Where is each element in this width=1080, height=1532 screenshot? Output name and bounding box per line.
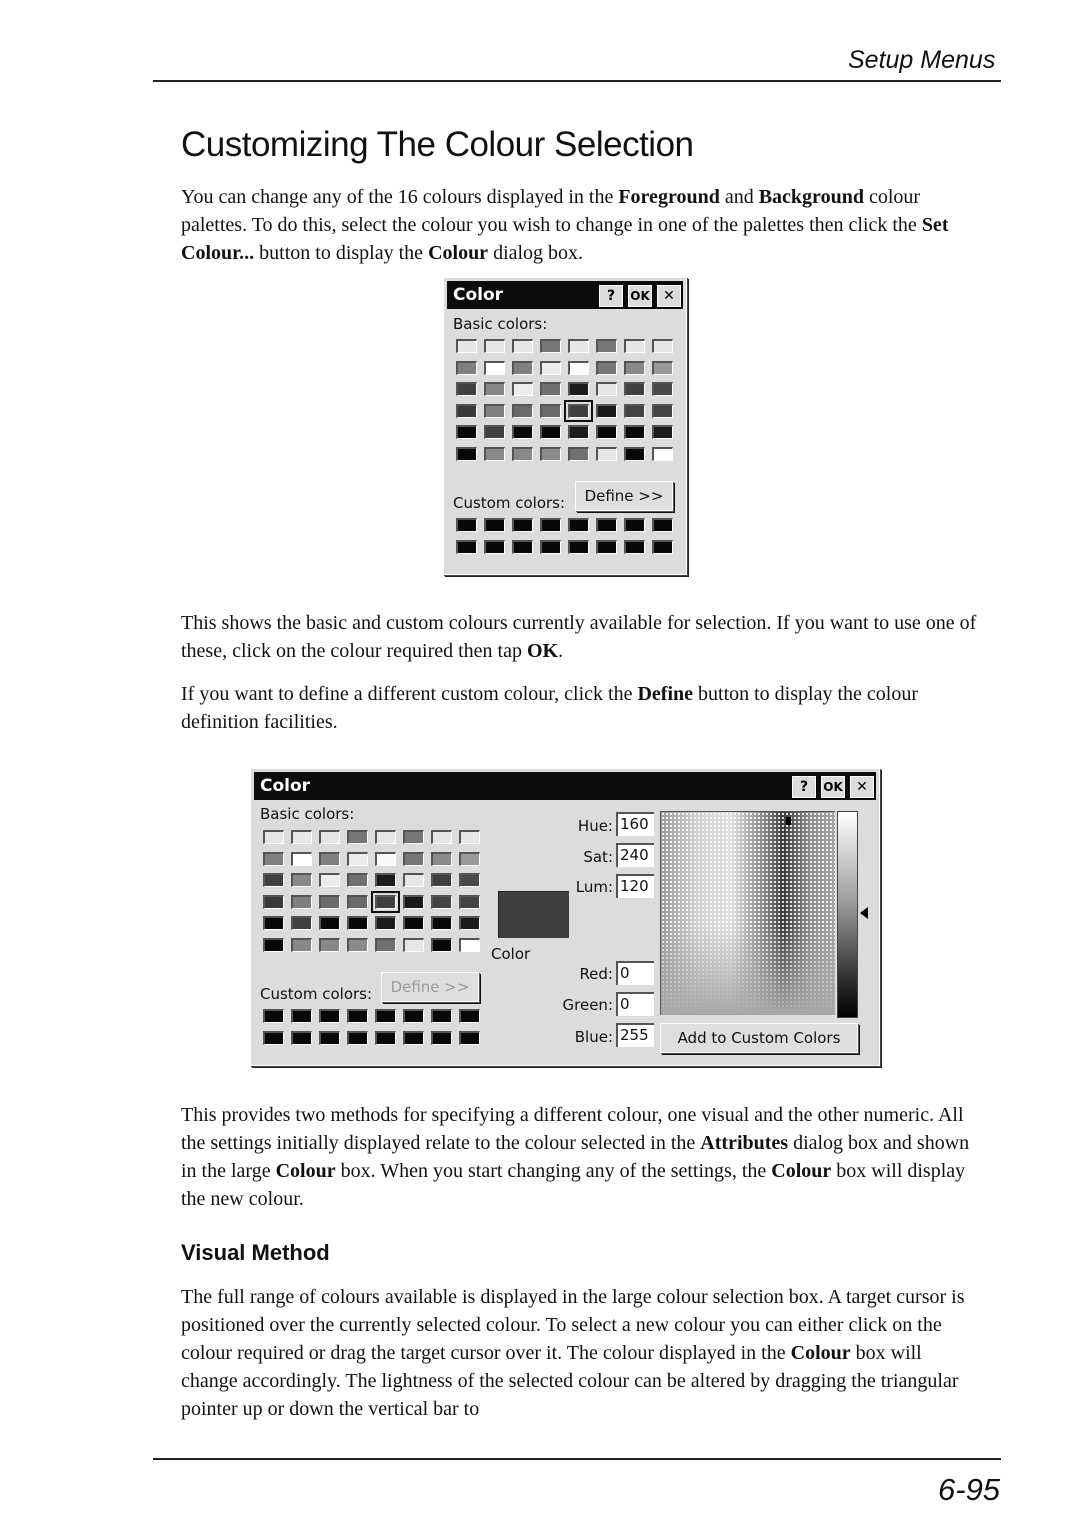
color-swatch[interactable] xyxy=(319,1009,340,1023)
color-swatch[interactable] xyxy=(263,1009,284,1023)
color-swatch[interactable] xyxy=(319,895,340,909)
color-swatch[interactable] xyxy=(652,361,673,375)
color-swatch[interactable] xyxy=(431,1031,452,1045)
color-swatch[interactable] xyxy=(347,938,368,952)
color-swatch[interactable] xyxy=(403,1031,424,1045)
color-swatch[interactable] xyxy=(459,916,480,930)
blue-label: Blue: xyxy=(574,1028,613,1046)
color-swatch[interactable] xyxy=(456,339,477,353)
color-spectrum[interactable] xyxy=(660,811,835,1015)
color-swatch[interactable] xyxy=(568,540,589,554)
color-swatch[interactable] xyxy=(624,540,645,554)
dialog-title: Color xyxy=(453,285,504,305)
section-header: Setup Menus xyxy=(848,46,996,74)
color-swatch[interactable] xyxy=(540,447,561,461)
color-swatch[interactable] xyxy=(319,1031,340,1045)
color-swatch[interactable] xyxy=(540,339,561,353)
color-swatch[interactable] xyxy=(431,830,452,844)
color-swatch[interactable] xyxy=(263,852,284,866)
color-swatch[interactable] xyxy=(484,540,505,554)
color-swatch[interactable] xyxy=(459,1009,480,1023)
color-swatch[interactable] xyxy=(375,1009,396,1023)
color-swatch[interactable] xyxy=(403,938,424,952)
color-swatch[interactable] xyxy=(291,916,312,930)
paragraph-methods: This provides two methods for specifying a different colour, one visual and the other numeric. All the settings initially displayed relate to the colour selected in the Attributes dialog box and shown in the large Colour box. When you start changing any of the settings, the Colour box will display the new colour. xyxy=(181,1104,970,1210)
color-swatch[interactable] xyxy=(624,339,645,353)
color-swatch[interactable] xyxy=(291,938,312,952)
ok-button[interactable]: OK xyxy=(628,285,652,307)
target-cursor-icon[interactable] xyxy=(786,817,791,825)
color-swatch[interactable] xyxy=(596,540,617,554)
color-swatch[interactable] xyxy=(484,382,505,396)
sat-label: Sat: xyxy=(583,848,613,866)
help-button[interactable]: ? xyxy=(599,285,623,307)
dialog-title-bar xyxy=(447,281,683,309)
color-swatch[interactable] xyxy=(403,895,424,909)
blue-input[interactable]: 255 xyxy=(616,1023,654,1047)
color-swatch[interactable] xyxy=(347,852,368,866)
color-swatch[interactable] xyxy=(540,404,561,418)
basic-colors-label: Basic colors: xyxy=(453,315,548,333)
color-swatch[interactable] xyxy=(596,382,617,396)
color-swatch[interactable] xyxy=(459,830,480,844)
color-swatch[interactable] xyxy=(456,540,477,554)
color-swatch[interactable] xyxy=(291,1009,312,1023)
color-swatch[interactable] xyxy=(319,852,340,866)
color-swatch[interactable] xyxy=(512,404,533,418)
page-title: Customizing The Colour Selection xyxy=(181,125,694,164)
footer-rule xyxy=(153,1458,1001,1460)
close-icon[interactable]: ✕ xyxy=(850,776,874,798)
color-swatch[interactable] xyxy=(375,938,396,952)
page-number: 6-95 xyxy=(938,1472,1001,1507)
color-swatch[interactable] xyxy=(596,447,617,461)
color-swatch[interactable] xyxy=(652,339,673,353)
color-swatch[interactable] xyxy=(263,895,284,909)
color-swatch[interactable] xyxy=(431,916,452,930)
color-swatch[interactable] xyxy=(347,830,368,844)
color-swatch[interactable] xyxy=(456,518,477,532)
color-swatch[interactable] xyxy=(291,873,312,887)
color-swatch[interactable] xyxy=(624,447,645,461)
color-swatch[interactable] xyxy=(540,425,561,439)
color-swatch[interactable] xyxy=(652,404,673,418)
hue-input[interactable]: 160 xyxy=(616,812,654,836)
color-swatch[interactable] xyxy=(347,873,368,887)
color-swatch[interactable] xyxy=(456,404,477,418)
luminosity-pointer-icon[interactable] xyxy=(860,907,868,919)
color-swatch[interactable] xyxy=(403,873,424,887)
color-swatch[interactable] xyxy=(263,873,284,887)
color-swatch[interactable] xyxy=(291,895,312,909)
color-swatch[interactable] xyxy=(375,895,396,909)
color-swatch[interactable] xyxy=(512,361,533,375)
help-button[interactable]: ? xyxy=(792,776,816,798)
define-button: Define >> xyxy=(381,972,479,1002)
color-swatch[interactable] xyxy=(456,382,477,396)
color-swatch[interactable] xyxy=(375,916,396,930)
color-swatch[interactable] xyxy=(347,916,368,930)
color-swatch[interactable] xyxy=(319,873,340,887)
color-swatch[interactable] xyxy=(652,382,673,396)
color-swatch[interactable] xyxy=(596,518,617,532)
color-swatch[interactable] xyxy=(375,830,396,844)
color-swatch[interactable] xyxy=(431,1009,452,1023)
color-swatch[interactable] xyxy=(484,425,505,439)
color-swatch[interactable] xyxy=(431,938,452,952)
color-swatch[interactable] xyxy=(568,425,589,439)
color-swatch[interactable] xyxy=(347,1009,368,1023)
paragraph-intro: You can change any of the 16 colours displayed in the Foreground and Background colour palettes. To do this, select the colour you wish to change in one of the palettes then click the Set Colour... button to display the Colour dialog box. xyxy=(181,186,949,264)
color-preview-box xyxy=(498,891,569,938)
color-swatch[interactable] xyxy=(624,518,645,532)
color-swatch[interactable] xyxy=(652,518,673,532)
color-swatch[interactable] xyxy=(431,852,452,866)
color-swatch[interactable] xyxy=(456,425,477,439)
color-swatch[interactable] xyxy=(291,1031,312,1045)
ok-button[interactable]: OK xyxy=(821,776,845,798)
color-swatch[interactable] xyxy=(431,873,452,887)
color-swatch[interactable] xyxy=(652,425,673,439)
color-swatch[interactable] xyxy=(456,361,477,375)
color-swatch[interactable] xyxy=(459,852,480,866)
color-swatch[interactable] xyxy=(596,404,617,418)
color-swatch[interactable] xyxy=(484,447,505,461)
color-swatch[interactable] xyxy=(512,339,533,353)
color-swatch[interactable] xyxy=(652,540,673,554)
color-swatch[interactable] xyxy=(624,382,645,396)
color-swatch[interactable] xyxy=(456,447,477,461)
color-swatch[interactable] xyxy=(540,361,561,375)
color-swatch[interactable] xyxy=(568,339,589,353)
color-dialog-define xyxy=(250,768,880,1066)
hue-label: Hue: xyxy=(577,817,613,835)
color-swatch[interactable] xyxy=(459,873,480,887)
color-swatch[interactable] xyxy=(596,361,617,375)
color-swatch[interactable] xyxy=(596,425,617,439)
dialog-title-bar xyxy=(254,772,876,800)
lum-label: Lum: xyxy=(575,878,613,896)
color-swatch[interactable] xyxy=(568,361,589,375)
color-swatch[interactable] xyxy=(512,540,533,554)
dialog-title: Color xyxy=(260,776,311,796)
color-swatch[interactable] xyxy=(512,447,533,461)
red-label: Red: xyxy=(579,965,613,983)
define-button[interactable]: Define >> xyxy=(575,481,673,511)
color-swatch[interactable] xyxy=(319,916,340,930)
red-input[interactable]: 0 xyxy=(616,961,654,985)
lum-input[interactable]: 120 xyxy=(616,874,654,898)
color-swatch[interactable] xyxy=(512,382,533,396)
color-swatch[interactable] xyxy=(652,447,673,461)
color-swatch[interactable] xyxy=(568,404,589,418)
color-swatch[interactable] xyxy=(263,938,284,952)
sat-input[interactable]: 240 xyxy=(616,843,654,867)
paragraph-basic-custom: This shows the basic and custom colours currently available for selection. If you want to use one of these, click on the colour required then tap OK. xyxy=(181,612,977,662)
basic-colors-label: Basic colors: xyxy=(260,805,355,823)
color-swatch[interactable] xyxy=(484,339,505,353)
color-swatch[interactable] xyxy=(568,518,589,532)
green-input[interactable]: 0 xyxy=(616,992,654,1016)
color-swatch[interactable] xyxy=(403,916,424,930)
color-swatch[interactable] xyxy=(512,518,533,532)
color-swatch[interactable] xyxy=(459,938,480,952)
color-swatch[interactable] xyxy=(484,404,505,418)
color-dialog-basic xyxy=(443,277,687,575)
color-swatch[interactable] xyxy=(291,830,312,844)
paragraph-define: If you want to define a different custom colour, click the Define button to display the colour definition facilities. xyxy=(181,683,918,733)
color-swatch[interactable] xyxy=(403,830,424,844)
add-to-custom-colors-button[interactable]: Add to Custom Colors xyxy=(660,1023,858,1053)
color-swatch[interactable] xyxy=(319,938,340,952)
color-preview-label: Color xyxy=(491,945,531,963)
color-swatch[interactable] xyxy=(624,361,645,375)
color-swatch[interactable] xyxy=(431,895,452,909)
color-swatch[interactable] xyxy=(403,1009,424,1023)
color-swatch[interactable] xyxy=(375,852,396,866)
luminosity-bar[interactable] xyxy=(837,811,858,1018)
color-swatch[interactable] xyxy=(540,382,561,396)
color-swatch[interactable] xyxy=(568,447,589,461)
color-swatch[interactable] xyxy=(375,873,396,887)
color-swatch[interactable] xyxy=(596,339,617,353)
color-swatch[interactable] xyxy=(291,852,312,866)
close-icon[interactable]: ✕ xyxy=(657,285,681,307)
color-swatch[interactable] xyxy=(347,895,368,909)
color-swatch[interactable] xyxy=(263,916,284,930)
custom-colors-label: Custom colors: xyxy=(260,985,373,1003)
color-swatch[interactable] xyxy=(568,382,589,396)
color-swatch[interactable] xyxy=(624,425,645,439)
color-swatch[interactable] xyxy=(319,830,340,844)
paragraph-visual-method: The full range of colours available is displayed in the large colour selection box. A target cursor is positioned over the currently selected colour. To select a new colour you can either click on the colour required or drag the target cursor over it. The colour displayed in the Colour box will change accordingly. The lightness of the selected colour can be altered by dragging the triangular pointer up or down the vertical bar to xyxy=(181,1286,965,1420)
color-swatch[interactable] xyxy=(540,540,561,554)
color-swatch[interactable] xyxy=(459,895,480,909)
color-swatch[interactable] xyxy=(459,1031,480,1045)
color-swatch[interactable] xyxy=(512,425,533,439)
header-rule xyxy=(153,80,1001,82)
green-label: Green: xyxy=(562,996,613,1014)
color-swatch[interactable] xyxy=(624,404,645,418)
color-swatch[interactable] xyxy=(484,361,505,375)
color-swatch[interactable] xyxy=(347,1031,368,1045)
color-swatch[interactable] xyxy=(484,518,505,532)
color-swatch[interactable] xyxy=(540,518,561,532)
color-swatch[interactable] xyxy=(263,1031,284,1045)
section-heading: Visual Method xyxy=(181,1240,330,1265)
custom-colors-label: Custom colors: xyxy=(453,494,566,512)
color-swatch[interactable] xyxy=(403,852,424,866)
color-swatch[interactable] xyxy=(375,1031,396,1045)
color-swatch[interactable] xyxy=(263,830,284,844)
